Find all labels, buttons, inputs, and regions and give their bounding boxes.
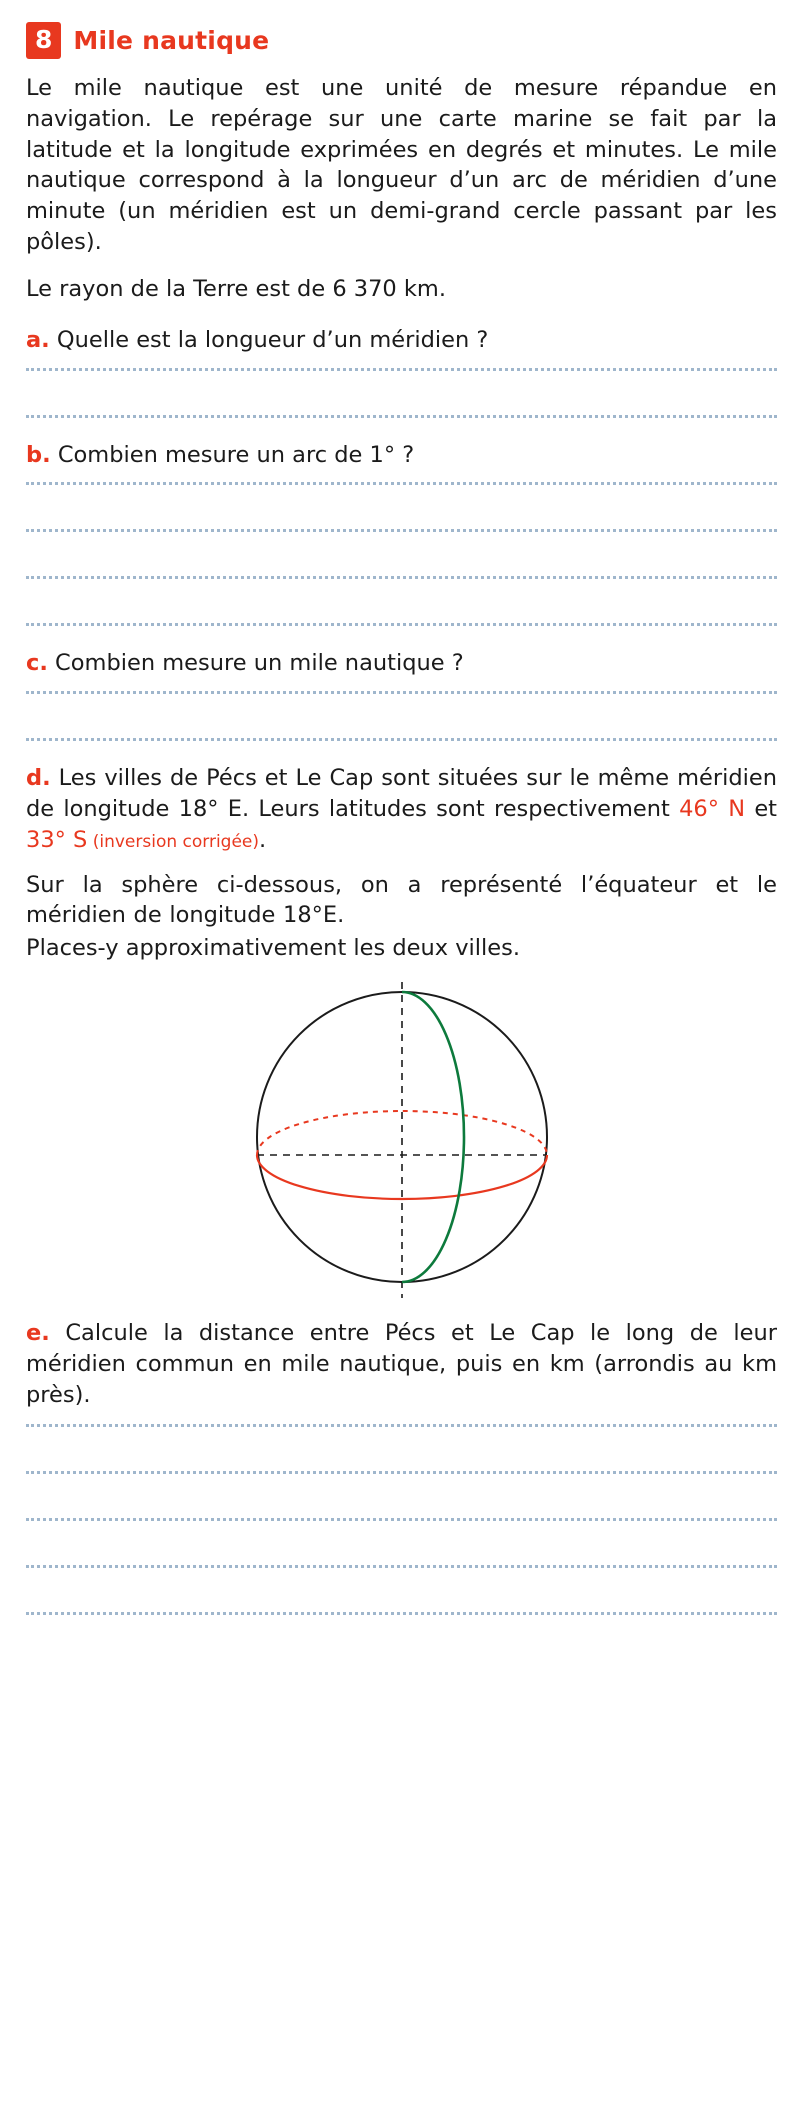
exercise-header [26,22,777,59]
question-a-label: a. [26,326,50,353]
answer-line[interactable] [26,576,777,579]
question-d-conjunction: et [745,795,777,822]
answer-lines-a[interactable] [26,368,777,418]
question-a-text: Quelle est la longueur d’un méridien ? [56,326,489,353]
answer-line[interactable] [26,1612,777,1615]
question-e-label: e. [26,1320,50,1346]
exercise-title: Mile nautique [73,26,270,55]
answer-line[interactable] [26,1518,777,1521]
meridian-18e-arc [402,992,464,1282]
answer-line[interactable] [26,1424,777,1427]
sphere-diagram [26,972,777,1302]
answer-line[interactable] [26,1565,777,1568]
answer-line[interactable] [26,368,777,371]
sphere-svg [202,972,602,1302]
answer-line[interactable] [26,623,777,626]
question-b-text: Combien mesure un arc de 1° ? [57,441,415,468]
question-c-text: Combien mesure un mile nautique ? [55,650,464,677]
sphere-instruction-2: Places-y approximativement les deux villes. [26,935,521,962]
answer-line[interactable] [26,529,777,532]
answer-lines-b[interactable] [26,482,777,626]
question-b [26,440,777,471]
correction-note: (inversion corrigée) [87,831,260,852]
question-d-text-end: . [259,826,267,853]
latitude-lecap: 33° S [26,826,88,853]
answer-lines-c[interactable] [26,691,777,741]
answer-line[interactable] [26,415,777,418]
question-b-label: b. [26,441,51,468]
exercise-number-badge: 8 [26,22,61,59]
latitude-pecs: 46° N [679,795,746,822]
answer-line[interactable] [26,738,777,741]
question-d [26,763,777,855]
intro-paragraph: Le mile nautique est une unité de mesure répandue en navigation. Le repérage sur une carte marine se fait par la latitude et la longitude exprimées en degrés et minutes. Le mile nautique correspond à la longueur d’un arc de méridien d’une minute (un méridien est un demi-grand cercle passant par les pôles). [26,75,777,256]
question-d-label: d. [26,765,51,792]
answer-lines-e[interactable] [26,1424,777,1615]
answer-line[interactable] [26,1471,777,1474]
answer-line[interactable] [26,482,777,485]
sphere-instruction-1: Sur la sphère ci-dessous, on a représenté l’équateur et le méridien de longitude 18°E. [26,871,777,929]
answer-line[interactable] [26,691,777,694]
earth-radius-sentence: Le rayon de la Terre est de 6 370 km. [26,275,446,302]
question-e [26,1318,777,1410]
question-c-label: c. [26,650,48,677]
question-a [26,325,777,356]
question-e-text: Calcule la distance entre Pécs et Le Cap le long de leur méridien commun en mile nautique, puis en km (arrondis au km près). [26,1320,777,1408]
question-d-text: Les villes de Pécs et Le Cap sont situées sur le même méridien de longitude 18° E. Leurs latitudes sont respectivement [26,765,777,822]
question-c [26,648,777,679]
